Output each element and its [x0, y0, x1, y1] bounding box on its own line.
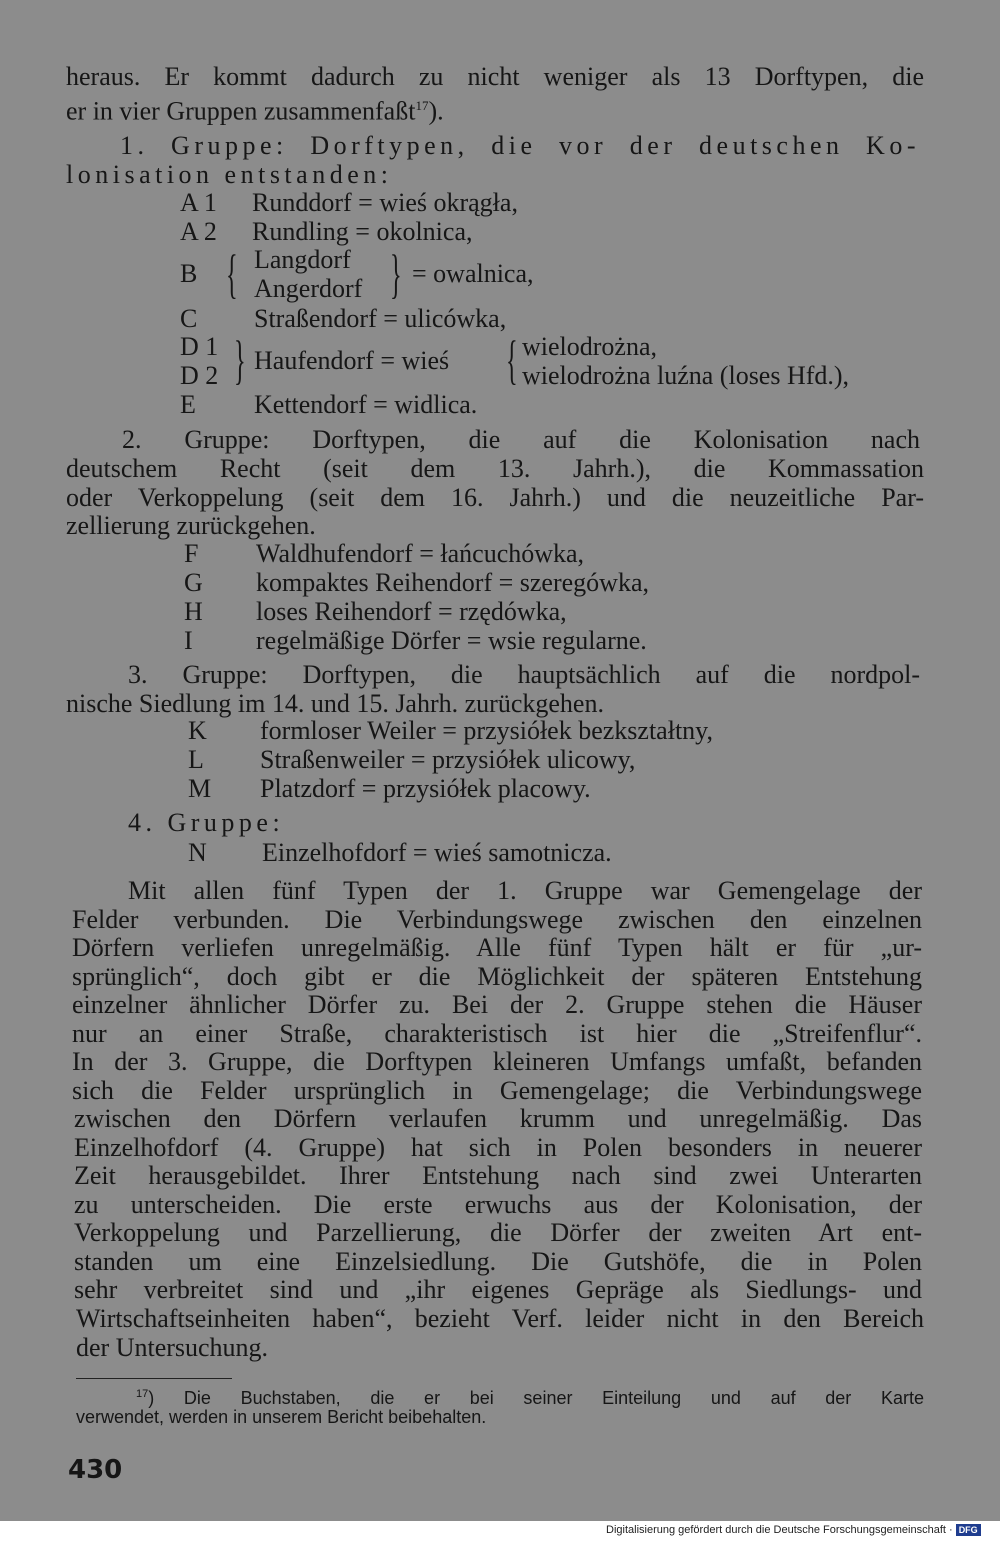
paragraph-line: Wirtschaftseinheiten haben“, bezieht Verf. leider nicht in den Bereich — [76, 1304, 924, 1333]
group3-heading-line-1: 3. Gruppe: Dorftypen, die hauptsächlich auf die nordpol- — [128, 660, 920, 689]
paragraph-line: standen um eine Einzelsiedlung. Die Gutshöfe, die in Polen — [74, 1247, 922, 1276]
entry-code: G — [184, 568, 203, 597]
intro-line-2-end: ). — [428, 96, 444, 126]
intro-line-2-text: er in vier Gruppen zusammenfaßt — [66, 96, 416, 126]
entry-text: = owalnica, — [412, 259, 534, 288]
left-brace: { — [506, 330, 518, 390]
entry-code: D 1 — [180, 332, 219, 361]
entry-code: E — [180, 390, 196, 419]
footnote-marker: 17 — [136, 1388, 149, 1400]
entry-text: Runddorf = wieś okrągła, — [252, 188, 518, 217]
entry-code: B — [180, 259, 198, 288]
paragraph-line: zwischen den Dörfern verlaufen krumm und unregelmäßig. Das — [74, 1104, 922, 1133]
paragraph-line: Einzelhofdorf (4. Gruppe) hat sich in Polen besonders in neuerer — [74, 1133, 922, 1162]
entry-text: loses Reihendorf = rzędówka, — [256, 597, 567, 626]
entry-option: wielodrożna luźna (loses Hfd.), — [522, 361, 850, 390]
paragraph-line: nur an einer Straße, charakteristisch ist hier die „Streifenflur“. — [72, 1019, 922, 1048]
entry-text: formloser Weiler = przysiółek bezkształtny, — [260, 716, 713, 745]
entry-code: M — [188, 774, 212, 803]
entry-code: F — [184, 539, 199, 568]
entry-code: L — [188, 745, 204, 774]
paragraph-line: Felder verbunden. Die Verbindungswege zwischen den einzelnen — [72, 905, 922, 934]
entry-code: N — [188, 838, 207, 867]
paragraph-line: der Untersuchung. — [76, 1333, 269, 1362]
right-brace: } — [390, 244, 402, 304]
paragraph-line: In der 3. Gruppe, die Dorftypen kleineren Umfangs umfaßt, befanden — [72, 1047, 922, 1076]
paragraph-line: sich die Felder ursprünglich in Gemengelage; die Verbindungswege — [72, 1076, 922, 1105]
footer-text: Digitalisierung gefördert durch die Deutsche Forschungsgemeinschaft · — [606, 1524, 953, 1536]
intro-line-1: heraus. Er kommt dadurch zu nicht weniger als 13 Dorftypen, die — [66, 62, 924, 91]
entry-code: D 2 — [180, 361, 219, 390]
entry-text: Rundling = okolnica, — [252, 217, 473, 246]
page-number: 430 — [68, 1455, 123, 1485]
entry-text: Kettendorf = widlica. — [254, 390, 478, 419]
group2-heading-line-4: zellierung zurückgehen. — [66, 511, 316, 540]
footnote-line-2: verwendet, werden in unserem Bericht beibehalten. — [76, 1407, 487, 1427]
group2-heading-line-2: deutschem Recht (seit dem 13. Jahrh.), die Kommassation — [66, 454, 924, 483]
group3-heading-line-2: nische Siedlung im 14. und 15. Jahrh. zurückgehen. — [66, 689, 604, 718]
group1-heading-line-2: lonisation entstanden: — [66, 160, 393, 189]
entry-text: kompaktes Reihendorf = szeregówka, — [256, 568, 649, 597]
entry-text: Haufendorf = wieś — [254, 346, 450, 375]
entry-text: Einzelhofdorf = wieś samotnicza. — [262, 838, 612, 867]
paragraph-line: Verkoppelung und Parzellierung, die Dörfer der zweiten Art ent- — [74, 1218, 922, 1247]
entry-text: Platzdorf = przysiółek placowy. — [260, 774, 591, 803]
entry-text: regelmäßige Dörfer = wsie regularne. — [256, 626, 647, 655]
intro-line-2 — [66, 91, 924, 126]
paragraph-line: Dörfern verliefen unregelmäßig. Alle fünf Typen hält er für „ur- — [72, 933, 922, 962]
entry-option: wielodrożna, — [522, 332, 658, 361]
entry-code: A 2 — [180, 217, 217, 246]
paragraph-line: einzelner ähnlicher Dörfer zu. Bei der 2. Gruppe stehen die Häuser — [72, 990, 922, 1019]
digitization-footer — [606, 1524, 981, 1536]
dfg-logo: DFG — [956, 1524, 981, 1536]
entry-name: Angerdorf — [254, 274, 363, 303]
left-brace: { — [226, 244, 238, 304]
paragraph-line: zu unterscheiden. Die erste erwuchs aus der Kolonisation, der — [74, 1190, 922, 1219]
entry-text: Straßendorf = ulicówka, — [254, 304, 507, 333]
paragraph-line: sehr verbreitet sind und „ihr eigenes Gepräge als Siedlungs- und — [74, 1275, 922, 1304]
paragraph-line: Mit allen fünf Typen der 1. Gruppe war Gemengelage der — [128, 876, 922, 905]
entry-name: Langdorf — [254, 245, 351, 274]
group2-heading-line-1: 2. Gruppe: Dorftypen, die auf die Kolonisation nach — [122, 425, 920, 454]
group4-heading: 4. Gruppe: — [128, 808, 285, 837]
group1-heading-line-1: 1. Gruppe: Dorftypen, die vor der deutschen Ko- — [120, 131, 920, 160]
entry-code: I — [184, 626, 193, 655]
footnote-rule — [76, 1378, 232, 1379]
entry-text: Waldhufendorf = łańcuchówka, — [256, 539, 585, 568]
entry-code: A 1 — [180, 188, 217, 217]
entry-text: Straßenweiler = przysiółek ulicowy, — [260, 745, 636, 774]
group2-heading-line-3: oder Verkoppelung (seit dem 16. Jahrh.) und die neuzeitliche Par- — [66, 483, 924, 512]
paragraph-line: Zeit herausgebildet. Ihrer Entstehung nach sind zwei Unterarten — [74, 1161, 922, 1190]
footnote-ref: 17 — [415, 98, 429, 113]
right-brace: } — [234, 330, 246, 390]
entry-code: H — [184, 597, 203, 626]
entry-code: K — [188, 716, 207, 745]
paragraph-line: sprünglich“, doch gibt er die Möglichkeit der späteren Entstehung — [72, 962, 922, 991]
footnote-line-1-text: ) Die Buchstaben, die er bei seiner Einteilung und auf der Karte — [148, 1388, 924, 1408]
entry-code: C — [180, 304, 198, 333]
